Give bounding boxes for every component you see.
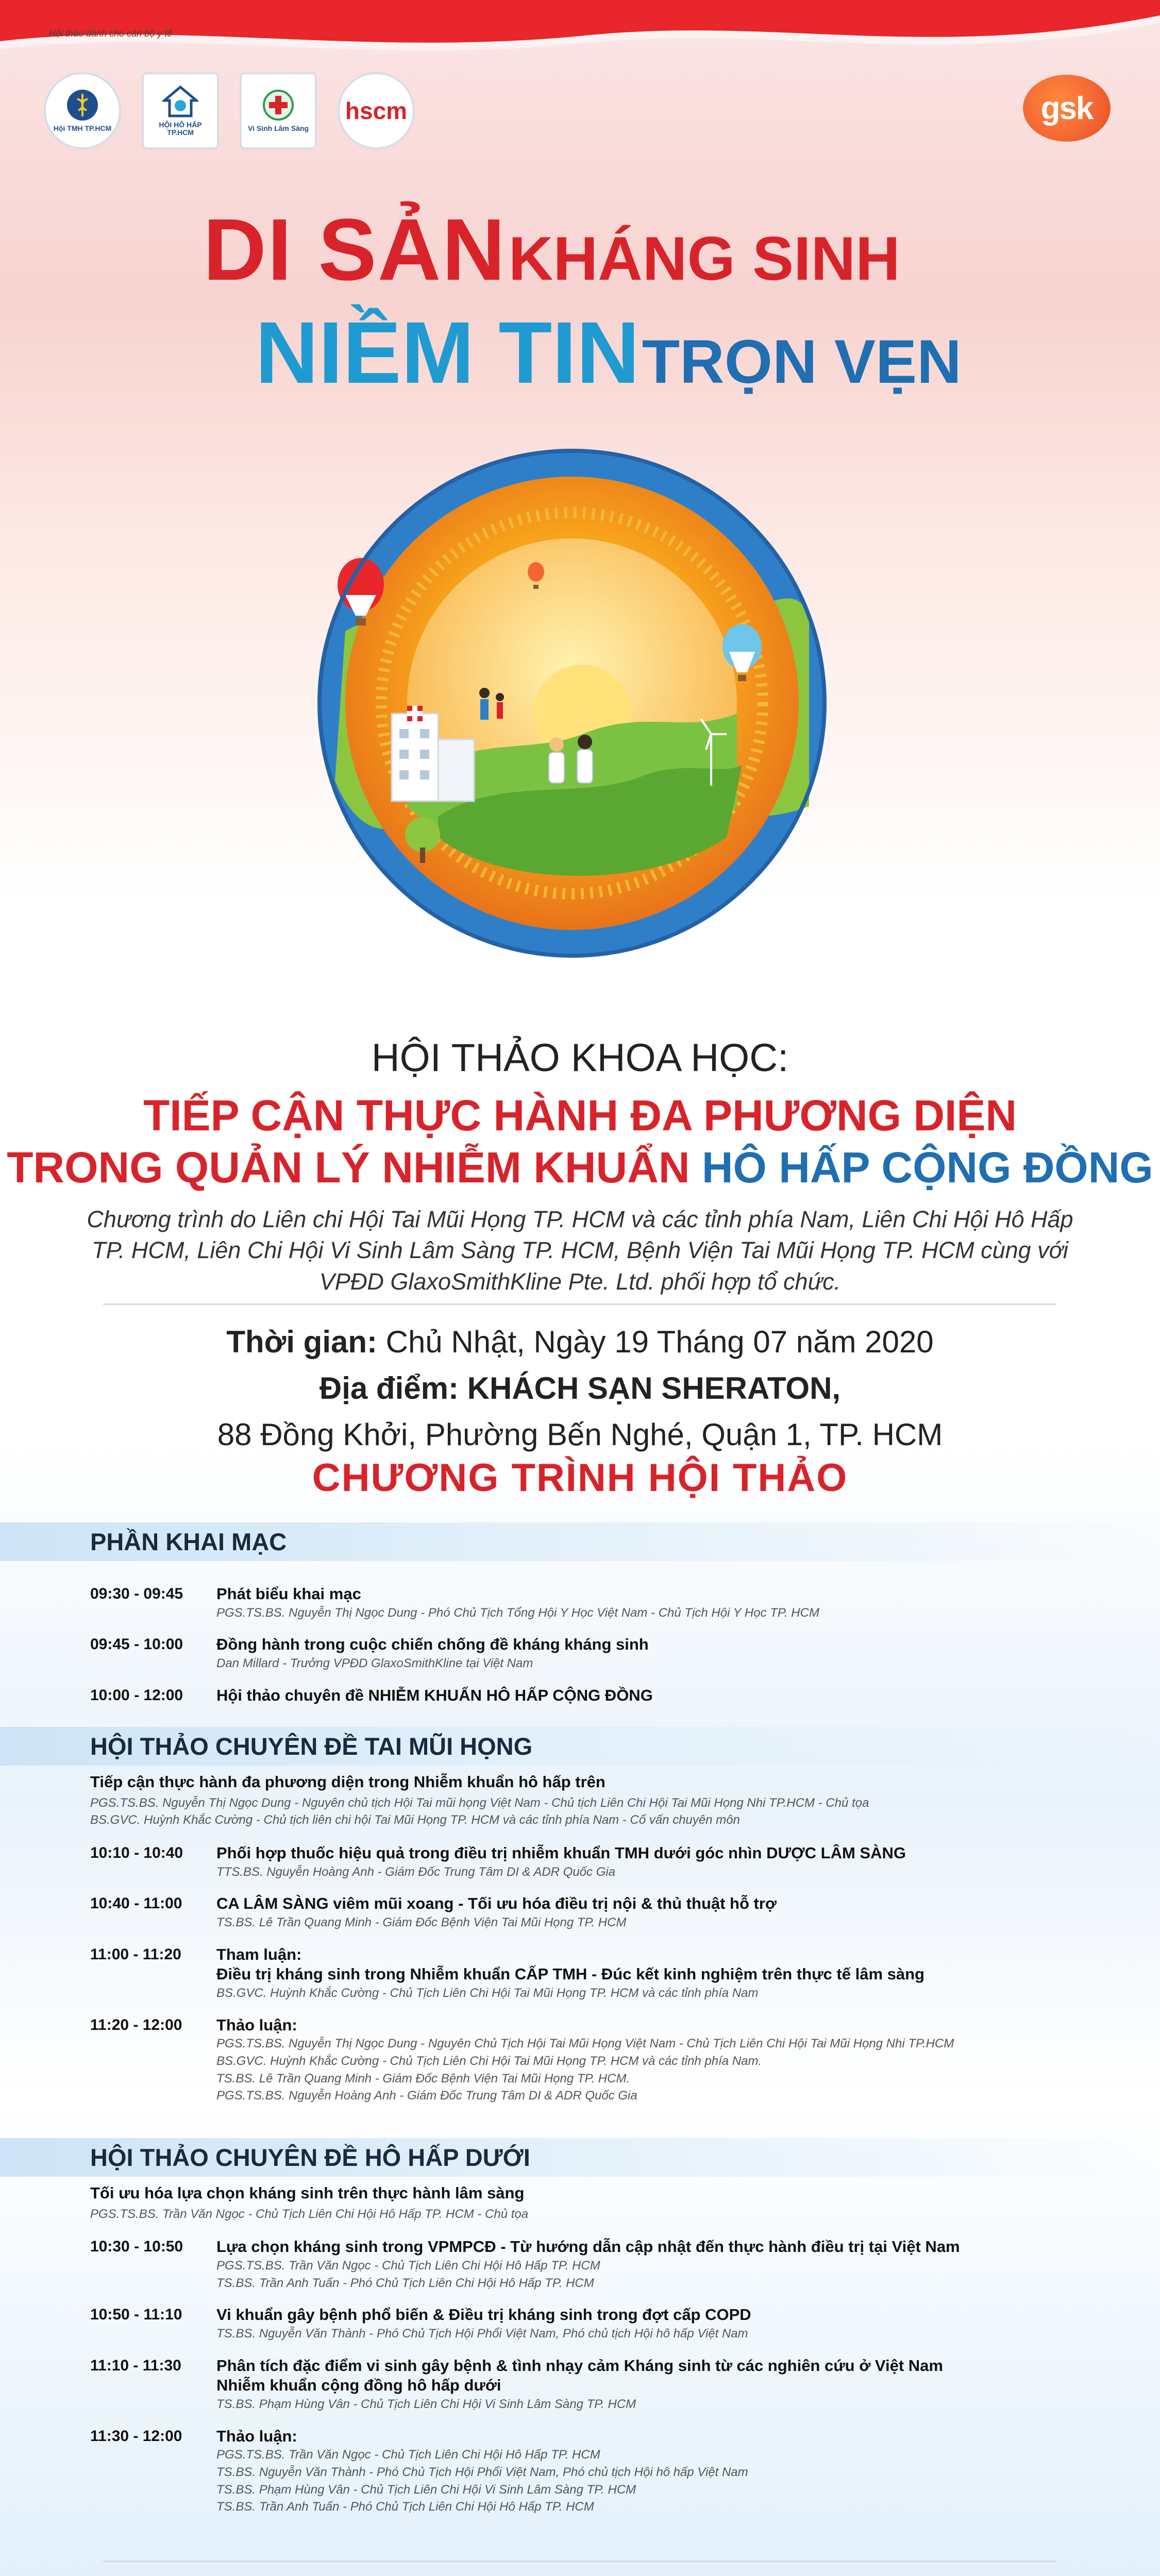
agenda-speaker: BS.GVC. Huỳnh Khắc Cường - Chủ Tịch Liên Chi Hội Tai Mũi Họng TP. HCM và các tỉnh phía Nam xyxy=(216,1986,759,2001)
agenda-title: Vi khuẩn gây bệnh phổ biến & Điều trị kháng sinh trong đợt cấp COPD xyxy=(216,2306,751,2324)
ent-hospital-logo xyxy=(338,72,415,149)
agenda-time: 11:00 - 11:20 xyxy=(90,1945,181,1963)
agenda-speaker: PGS.TS.BS. Trần Văn Ngọc - Chủ Tịch Liên Chi Hội Hô Hấp TP. HCM xyxy=(216,2448,600,2462)
venue-address: 88 Đồng Khởi, Phường Bến Nghé, Quận 1, TP. HCM xyxy=(217,1417,943,1452)
agenda-title: Hội thảo chuyên đề NHIỄM KHUẨN HÔ HẤP CỘNG ĐỒNG xyxy=(216,1686,653,1704)
hero-line-1 xyxy=(0,201,1160,299)
hero-line-2 xyxy=(57,304,1160,402)
agenda-speaker: TS.BS. Phạm Hùng Vân - Chủ Tịch Liên Chi Hội Vi Sinh Lâm Sàng TP. HCM xyxy=(216,2397,636,2412)
agenda-content xyxy=(216,1894,1095,1931)
agenda-speaker: TS.BS. Nguyễn Văn Thành - Phó Chủ Tịch Hội Phổi Việt Nam, Phó chủ tịch Hội hô hấp Việt Nam xyxy=(216,2327,748,2341)
logo-caption: HỘI HÔ HẤP TP.HCM xyxy=(159,120,202,137)
agenda-speaker: PGS.TS.BS. Nguyễn Hoàng Anh - Giám Đốc Trung Tâm DI & ADR Quốc Gia xyxy=(216,2089,637,2103)
agenda-content xyxy=(216,1635,1095,1672)
divider xyxy=(103,1303,1056,1305)
agenda-title: Thảo luận: xyxy=(216,2015,297,2034)
house-lungs-icon xyxy=(162,85,198,118)
agenda-time: 11:30 - 12:00 xyxy=(90,2427,182,2445)
caduceus-icon xyxy=(66,89,99,122)
section-opening-content xyxy=(90,1584,1095,1719)
ent-association-logo xyxy=(44,72,121,149)
agenda-row xyxy=(90,1945,1095,2002)
session-intro-title: Tối ưu hóa lựa chọn kháng sinh trên thực hành lâm sàng xyxy=(90,2184,525,2202)
agenda-time: 10:50 - 11:10 xyxy=(90,2306,182,2324)
workshop-title-line-2b: HÔ HẤP CỘNG ĐỒNG xyxy=(701,1143,1153,1192)
agenda-title: Tham luận: Điều trị kháng sinh trong Nhiễm khuẩn CẤP TMH - Đúc kết kinh nghiệm trên thực tế lâm sàng xyxy=(216,1945,924,1984)
event-info xyxy=(0,1319,1160,1458)
agenda-speaker: TS.BS. Lê Trần Quang Minh - Giám Đốc Bệnh Viện Tai Mũi Họng TP. HCM xyxy=(216,1916,627,1930)
agenda-time: 10:10 - 10:40 xyxy=(90,1844,183,1861)
agenda-time: 10:30 - 10:50 xyxy=(90,2238,183,2256)
clinical-microbiology-logo xyxy=(240,72,317,149)
agenda-content xyxy=(216,1843,1095,1880)
agenda-title: CA LÂM SÀNG viêm mũi xoang - Tối ưu hóa điều trị nội & thủ thuật hỗ trợ xyxy=(216,1894,777,1913)
agenda-title: Phân tích đặc điểm vi sinh gây bệnh & tình nhạy cảm Kháng sinh từ các nghiên cứu ở Việt Nam Nhiễm khuẩn cộng đồng hô hấp dưới xyxy=(216,2356,943,2395)
agenda-speaker: TS.BS. Trần Anh Tuấn - Phó Chủ Tịch Liên Chi Hội Hô Hấp TP. HCM xyxy=(216,2276,594,2290)
gsk-logo: gsk xyxy=(1023,75,1111,142)
agenda-speaker: TS.BS. Nguyễn Văn Thành - Phó Chủ Tịch Hội Phổi Việt Nam, Phó chủ tịch Hội hô hấp Việt Nam xyxy=(216,2465,748,2480)
agenda-time: 10:40 - 11:00 xyxy=(90,1895,182,1912)
workshop-title xyxy=(0,1090,1160,1194)
agenda-speaker: TS.BS. Phạm Hùng Vân - Chủ Tịch Liên Chi Hội Vi Sinh Lâm Sàng TP. HCM xyxy=(216,2482,636,2497)
logo-caption: hscm xyxy=(345,97,408,124)
partner-logos xyxy=(44,72,415,149)
event-time xyxy=(0,1319,1160,1365)
logo-caption: Vi Sinh Lâm Sàng xyxy=(248,124,309,133)
section-ent-bar: HỘI THẢO CHUYÊN ĐỀ TAI MŨI HỌNG xyxy=(0,1727,1160,1766)
hero-title xyxy=(0,201,1160,402)
time-value: Chủ Nhật, Ngày 19 Tháng 07 năm 2020 xyxy=(377,1325,934,1359)
workshop-title-line-1: TIẾP CẬN THỰC HÀNH ĐA PHƯƠNG DIỆN xyxy=(143,1091,1017,1140)
agenda-row xyxy=(90,1635,1095,1672)
hero-khang-sinh: KHÁNG SINH xyxy=(508,224,900,293)
agenda-time: 11:10 - 11:30 xyxy=(90,2357,181,2374)
hero-di-san: DI SẢN xyxy=(203,201,507,299)
venue-label: Địa điểm: xyxy=(319,1371,459,1405)
session-chair: PGS.TS.BS. Nguyễn Thị Ngọc Dung - Nguyên chủ tịch Hội Tai mũi họng Việt Nam - Chủ tịch Liên Chi Hội Tai Mũi Họng Nhi TP.HCM - Chủ tọa xyxy=(90,1795,869,1810)
agenda-speaker: Dan Millard - Trưởng VPĐD GlaxoSmithKline tại Việt Nam xyxy=(216,1656,533,1671)
venue-name: KHÁCH SẠN SHERATON, xyxy=(458,1371,841,1405)
section-lower-respiratory-bar: HỘI THẢO CHUYÊN ĐỀ HÔ HẤP DƯỚI xyxy=(0,2138,1160,2177)
session-intro xyxy=(90,2183,1095,2223)
hero-tron-ven: TRỌN VẸN xyxy=(642,327,962,396)
agenda-content xyxy=(216,1584,1095,1621)
agenda-row xyxy=(90,1894,1095,1931)
agenda-content xyxy=(216,2237,1095,2292)
agenda-row xyxy=(90,2305,1095,2342)
agenda-speaker: TTS.BS. Nguyễn Hoàng Anh - Giám Đốc Trung Tâm DI & ADR Quốc Gia xyxy=(216,1865,616,1879)
agenda-speaker: PGS.TS.BS. Nguyễn Thị Ngọc Dung - Nguyên Chủ Tịch Hội Tai Mũi Họng Việt Nam - Chủ Tịch Liên Chi Hội Tai Mũi Họng Nhi TP.HCM xyxy=(216,2037,954,2051)
agenda-content xyxy=(216,1945,1095,2002)
agenda-content xyxy=(216,2356,1095,2413)
agenda-time: 09:30 - 09:45 xyxy=(90,1585,183,1602)
agenda-speaker: TS.BS. Lê Trần Quang Minh - Giám Đốc Bệnh Viện Tai Mũi Họng TP. HCM. xyxy=(216,2071,630,2086)
program-title: CHƯƠNG TRÌNH HỘI THẢO xyxy=(312,1456,848,1500)
agenda-row xyxy=(90,2356,1095,2413)
time-label: Thời gian: xyxy=(226,1325,377,1359)
workshop-label: HỘI THẢO KHOA HỌC: xyxy=(371,1036,789,1080)
agenda-row xyxy=(90,1843,1095,1880)
agenda-time: 10:00 - 12:00 xyxy=(90,1686,183,1704)
agenda-row xyxy=(90,2015,1095,2105)
respiratory-association-logo xyxy=(142,72,219,149)
section-lower-respiratory-content xyxy=(90,2183,1095,2529)
session-chair: PGS.TS.BS. Trần Văn Ngọc - Chủ Tịch Liên Chi Hội Hô Hấp TP. HCM - Chủ tọa xyxy=(90,2207,529,2221)
session-intro-title: Tiếp cận thực hành đa phương diện trong Nhiễm khuẩn hô hấp trên xyxy=(90,1773,606,1791)
audience-note: Hội thảo dành cho cán bộ y tế xyxy=(49,28,173,39)
session-intro xyxy=(90,1772,1095,1829)
agenda-row xyxy=(90,1686,1095,1706)
logo-caption: Hội TMH TP.HCM xyxy=(53,124,112,133)
agenda-title: Phối hợp thuốc hiệu quả trong điều trị nhiễm khuẩn TMH dưới góc nhìn DƯỢC LÂM SÀNG xyxy=(216,1843,906,1862)
workshop-title-line-2a: TRONG QUẢN LÝ NHIỄM KHUẨN xyxy=(7,1143,702,1192)
agenda-row xyxy=(90,2237,1095,2292)
agenda-speaker: PGS.TS.BS. Nguyễn Thị Ngọc Dung - Phó Chủ Tịch Tổng Hội Y Học Việt Nam - Chủ Tịch Hội Y Học TP. HCM xyxy=(216,1605,819,1620)
agenda-speaker: BS.GVC. Huỳnh Khắc Cường - Chủ Tịch Liên Chi Hội Tai Mũi Họng TP. HCM và các tỉnh phía Nam. xyxy=(216,2054,762,2069)
microscope-cross-icon xyxy=(260,89,296,122)
event-venue xyxy=(0,1365,1160,1412)
agenda-time: 09:45 - 10:00 xyxy=(90,1636,183,1653)
agenda-title: Lựa chọn kháng sinh trong VPMPCĐ - Từ hướng dẫn cập nhật đến thực hành điều trị tại Việt Nam xyxy=(216,2238,960,2256)
agenda-content xyxy=(216,2305,1095,2342)
globe-illustration xyxy=(314,446,830,961)
agenda-row xyxy=(90,2427,1095,2516)
agenda-content xyxy=(216,1686,1095,1706)
section-opening-bar: PHẦN KHAI MẠC xyxy=(0,1522,1160,1561)
agenda-title: Thảo luận: xyxy=(216,2427,297,2445)
organizers-text: Chương trình do Liên chi Hội Tai Mũi Họng TP. HCM và các tỉnh phía Nam, Liên Chi Hội Hô Hấp TP. HCM, Liên Chi Hội Vi Sinh Lâm Sàng TP. HCM, Bệnh Viện Tai Mũi Họng TP. HCM cùng với VPĐD GlaxoSmithKline Pte. Ltd. phối hợp tổ chức. xyxy=(87,1206,1073,1295)
agenda-speaker: TS.BS. Trần Anh Tuấn - Phó Chủ Tịch Liên Chi Hội Hô Hấp TP. HCM xyxy=(216,2500,594,2514)
agenda-row xyxy=(90,1584,1095,1621)
session-chair: BS.GVC. Huỳnh Khắc Cường - Chủ tịch liên chi hội Tai Mũi Họng TP. HCM và các tỉnh phía Nam - Cố vấn chuyên môn xyxy=(90,1813,740,1827)
agenda-time: 11:20 - 12:00 xyxy=(90,2016,182,2033)
agenda-content xyxy=(216,2015,1095,2105)
section-ent-content xyxy=(90,1772,1095,2118)
agenda-title: Đồng hành trong cuộc chiến chống đề kháng kháng sinh xyxy=(216,1635,649,1654)
agenda-speaker: PGS.TS.BS. Trần Văn Ngọc - Chủ Tịch Liên Chi Hội Hô Hấp TP. HCM xyxy=(216,2259,600,2273)
agenda-title: Phát biểu khai mạc xyxy=(216,1585,361,1603)
top-banner-wave xyxy=(0,0,1160,72)
hospital-building-icon xyxy=(392,714,438,801)
agenda-content xyxy=(216,2427,1095,2516)
hero-niem-tin: NIỀM TIN xyxy=(255,304,640,402)
workshop-title-line-2 xyxy=(0,1142,1160,1194)
divider xyxy=(103,2561,1056,2562)
workshop-heading xyxy=(0,1036,1160,1298)
